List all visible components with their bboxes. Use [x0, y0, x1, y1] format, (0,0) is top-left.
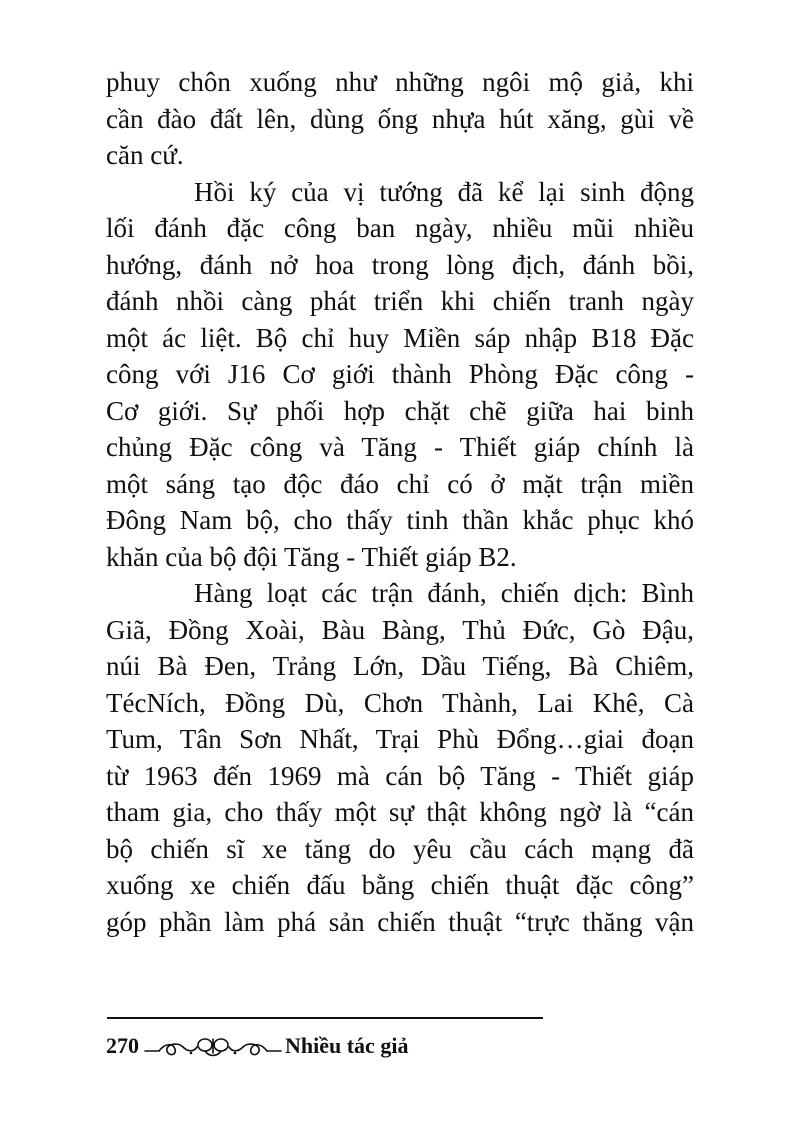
page-footer	[106, 1028, 408, 1064]
text-line: góp phần làm phá sản chiến thuật “trực thăng vận	[106, 906, 694, 937]
page-body-text	[106, 64, 694, 940]
text-line: Cơ giới. Sự phối hợp chặt chẽ giữa hai binh	[106, 395, 694, 426]
text-line: căn cứ.	[106, 140, 184, 170]
text-line: cần đào đất lên, dùng ống nhựa hút xăng, gùi về	[106, 103, 694, 134]
text-line: công với J16 Cơ giới thành Phòng Đặc công -	[106, 359, 694, 389]
paragraph-3	[106, 575, 694, 940]
ornament-flourish-icon	[143, 1031, 283, 1061]
text-line: núi Bà Đen, Trảng Lớn, Dầu Tiếng, Bà Chiêm,	[106, 651, 694, 681]
text-line: hướng, đánh nở hoa trong lòng địch, đánh bồi,	[106, 249, 694, 280]
text-line: TécNích, Đồng Dù, Chơn Thành, Lai Khê, Cà	[106, 687, 694, 718]
text-line: tham gia, cho thấy một sự thật không ngờ là “cán	[106, 797, 694, 827]
text-line: khăn của bộ đội Tăng - Thiết giáp B2.	[106, 541, 517, 572]
text-line: Hồi ký của vị tướng đã kể lại sinh động	[194, 176, 694, 207]
paragraph-1	[106, 64, 694, 174]
text-line: bộ chiến sĩ xe tăng do yêu cầu cách mạng đã	[106, 833, 694, 864]
text-line: lối đánh đặc công ban ngày, nhiều mũi nhiều	[106, 213, 694, 243]
text-line: chủng Đặc công và Tăng - Thiết giáp chính là	[106, 432, 694, 462]
author-credit: Nhiều tác giả	[285, 1033, 409, 1058]
text-line: Giã, Đồng Xoài, Bàu Bàng, Thủ Đức, Gò Đậu,	[106, 614, 694, 645]
footer-divider	[107, 1017, 543, 1019]
text-line: Đông Nam bộ, cho thấy tinh thần khắc phục khó	[106, 505, 694, 535]
text-line: Tum, Tân Sơn Nhất, Trại Phù Đổng…giai đoạn	[106, 724, 694, 754]
text-line: Hàng loạt các trận đánh, chiến dịch: Bình	[194, 578, 694, 608]
text-line: từ 1963 đến 1969 mà cán bộ Tăng - Thiết giáp	[106, 760, 694, 791]
text-line: một sáng tạo độc đáo chỉ có ở mặt trận miền	[106, 468, 694, 499]
page-number: 270	[106, 1033, 139, 1058]
text-line: phuy chôn xuống như những ngôi mộ giả, khi	[106, 67, 694, 97]
paragraph-2	[106, 174, 694, 576]
text-line: một ác liệt. Bộ chỉ huy Miền sáp nhập B18 Đặc	[106, 322, 694, 353]
text-line: xuống xe chiến đấu bằng chiến thuật đặc công”	[106, 870, 694, 900]
text-line: đánh nhồi càng phát triển khi chiến tranh ngày	[106, 286, 694, 316]
